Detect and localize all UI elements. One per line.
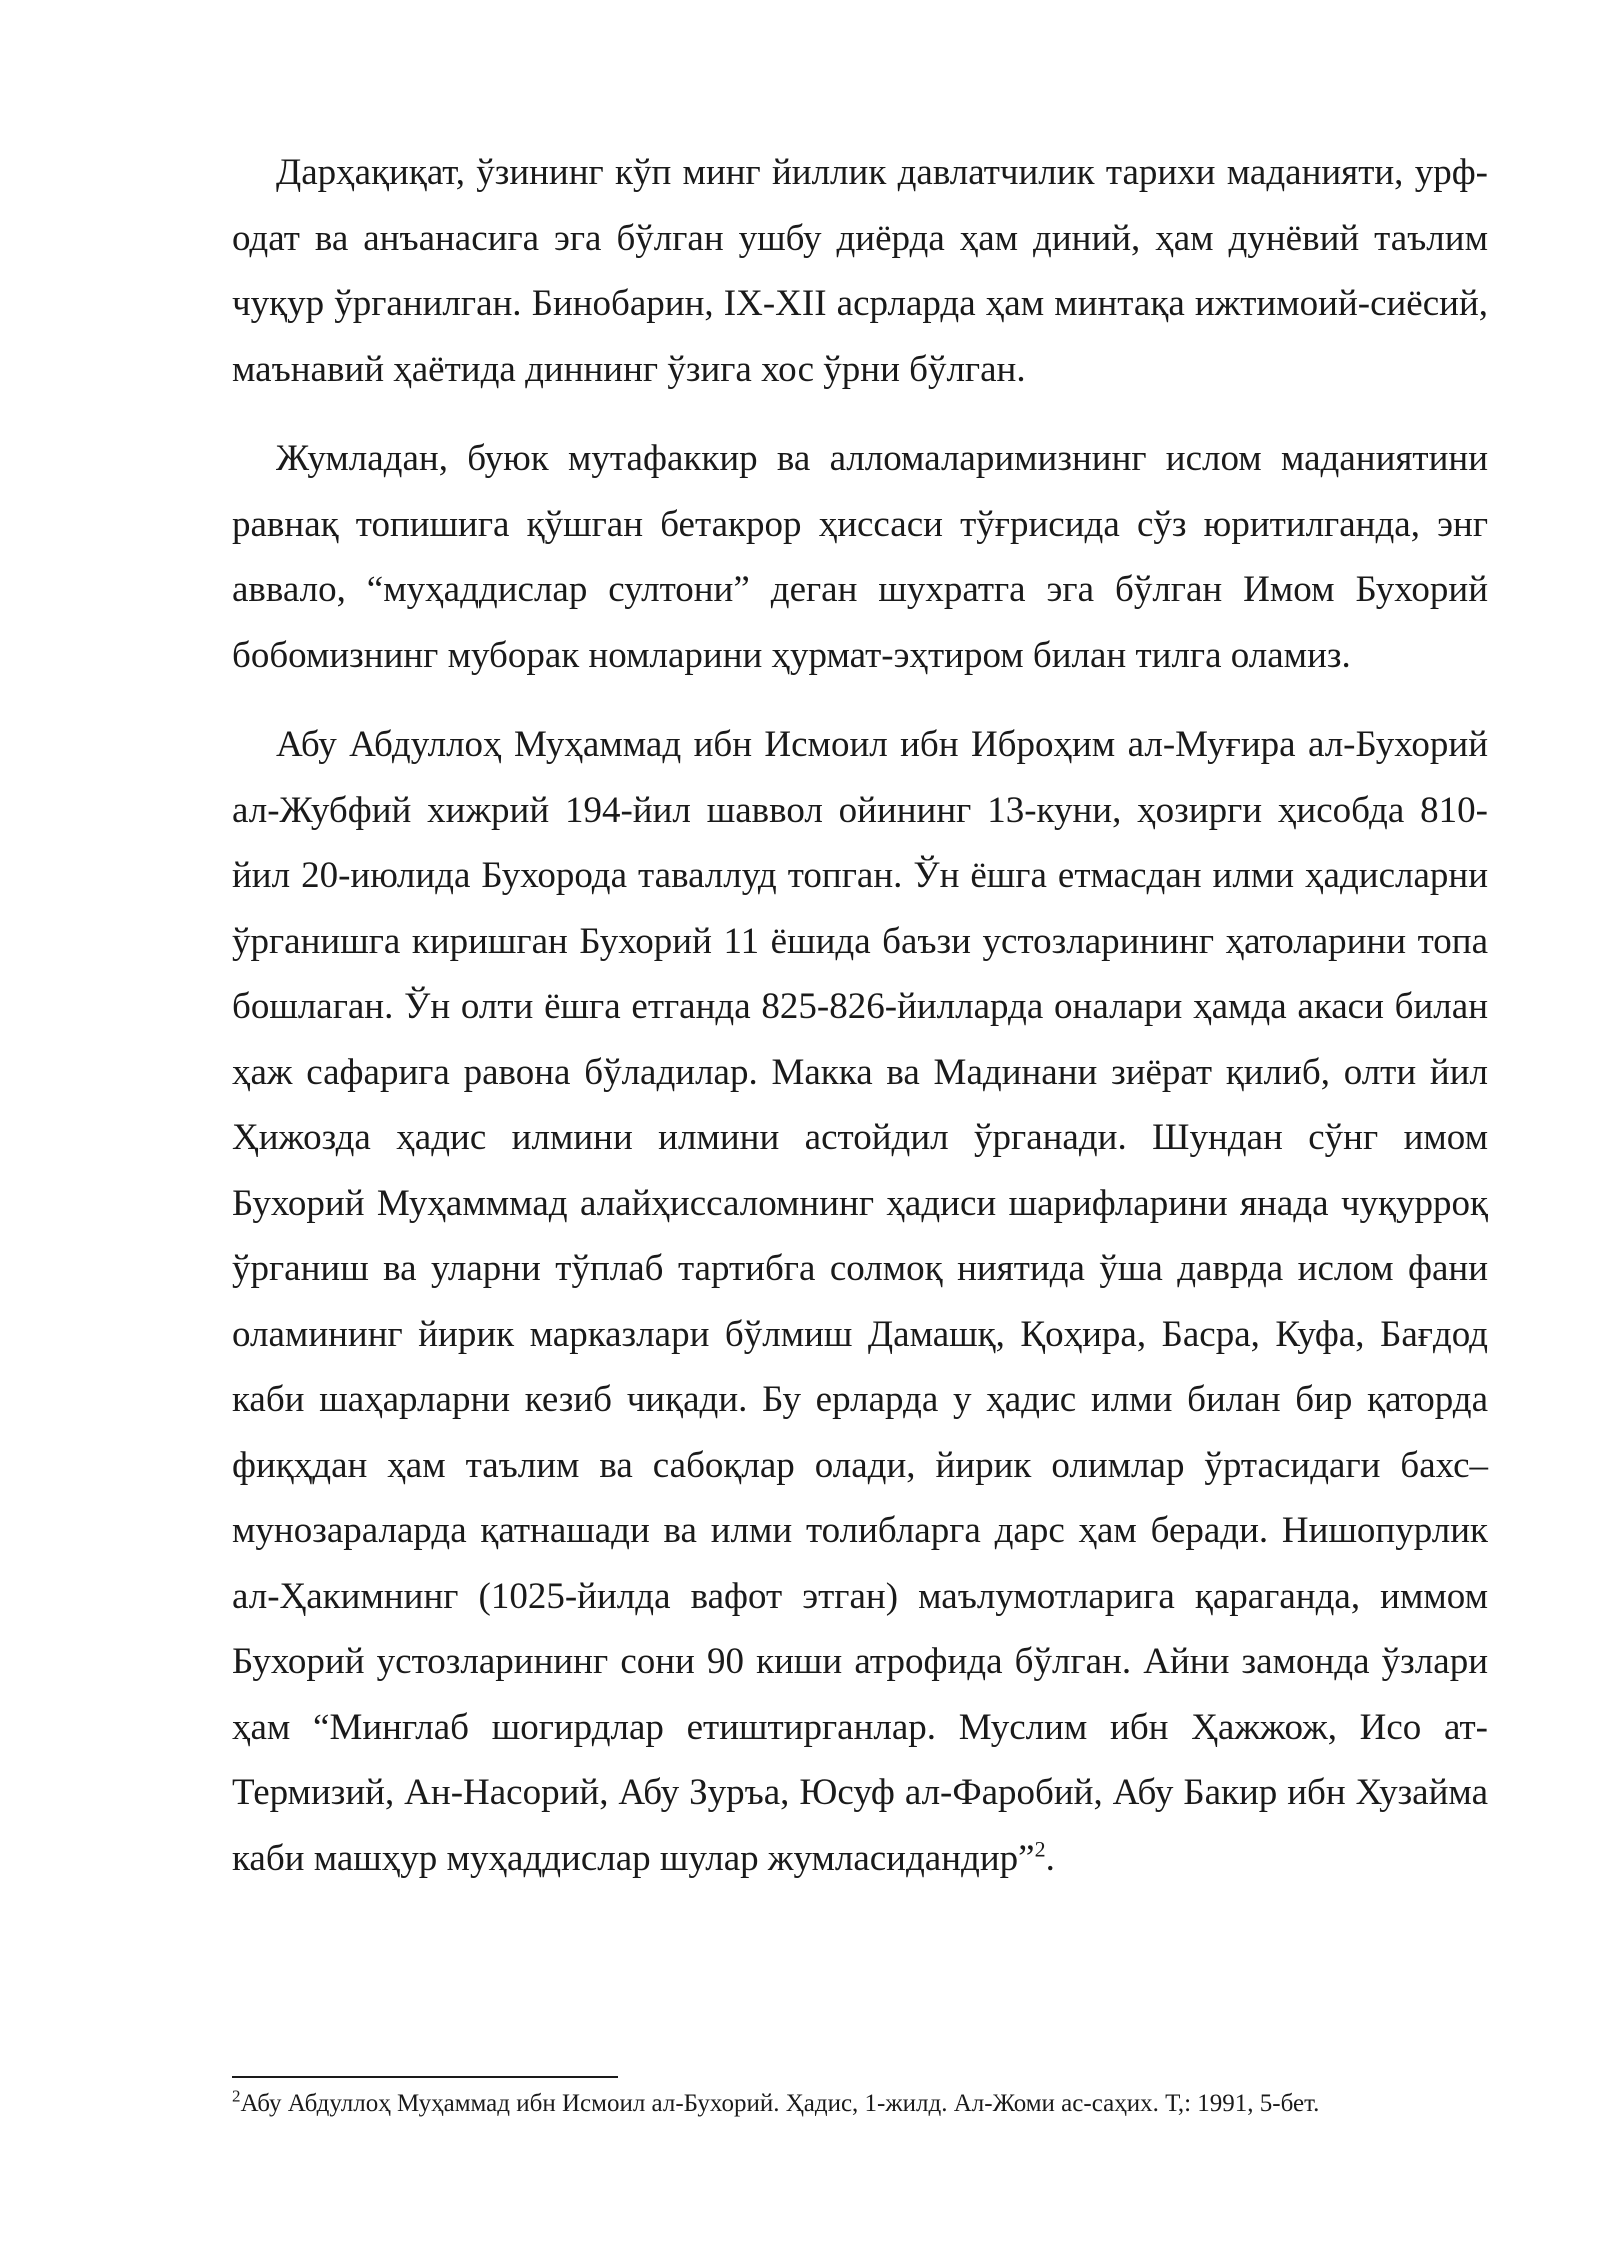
- paragraph-3: [232, 712, 1488, 1891]
- paragraph-3-text: Абу Абдуллоҳ Муҳаммад ибн Исмоил ибн Иброҳим ал-Муғира ал-Бухорий ал-Жубфий хижрий 194-йил шаввол ойининг 13-куни, ҳозирги ҳисобда 810-йил 20-июлида Бухорода таваллуд топган. Ўн ёшга етмасдан илми ҳадисларни ўрганишга киришган Бухорий 11 ёшида баъзи устозларининг ҳатоларини топа бошлаган. Ўн олти ёшга етганда 825-826-йилларда оналари ҳамда акаси билан ҳаж сафарига равона бўладилар. Макка ва Мадинани зиёрат қилиб, олти йил Ҳижозда ҳадис илмини илмини астойдил ўрганади. Шундан сўнг имом Бухорий Муҳамммад алайҳиссаломнинг ҳадиси шарифларини янада чуқуррoқ ўрганиш ва уларни тўплаб тартибга солмоқ ниятида ўша даврда ислом фани оламининг йирик марказлари бўлмиш Дамашқ, Қоҳира, Басра, Куфа, Бағдод каби шаҳарларни кезиб чиқади. Бу ерларда у ҳадис илми билан бир қаторда фиқҳдан ҳам таълим ва сабоқлар олади, йирик олимлар ўртасидаги бахс–мунозараларда қатнашади ва илми толибларга дарс ҳам беради. Нишопурлик ал-Ҳакимнинг (1025-йилда вафот этган) маълумотларига қараганда, иммом Бухорий устозларининг сони 90 киши атрофида бўлган. Айни замонда ўзлари ҳам “Минглаб шогирдлар етиштирганлар. Муслим ибн Ҳажжож, Исо ат-Термизий, Ан-Насорий, Абу Зуръа, Юсуф ал-Фаробий, Абу Бакир ибн Хузайма каби машҳур муҳаддислар шулар жумласидандир”: [232, 724, 1488, 1879]
- paragraph-1-text: Дарҳақиқат, ўзининг кўп минг йиллик давлатчилик тарихи маданияти, урф-одат ва анъанасига эга бўлган ушбу диёрда ҳам диний, ҳам дунёвий таълим чуқур ўрганилган. Бинобарин, IX-XII асрларда ҳам минтақа ижтимоий-сиёсий, маънавий ҳаётида диннинг ўзига хос ўрни бўлган.: [232, 152, 1488, 390]
- paragraph-2: [232, 426, 1488, 688]
- paragraph-3-end: .: [1045, 1837, 1055, 1879]
- footnote-reference[interactable]: 2: [1034, 1836, 1046, 1862]
- footnote-marker: 2: [232, 2086, 241, 2106]
- footnote: [232, 2086, 1488, 2122]
- paragraph-2-text: Жумладан, буюк мутафаккир ва алломаларимизнинг ислом маданиятини равнақ топишига қўшган бетакрор ҳиссаси тўғрисида сўз юритилганда, энг аввало, “муҳаддислар султони” деган шухратга эга бўлган Имом Бухорий бобомизнинг муборак номларини ҳурмат-эҳтиром билан тилга оламиз.: [232, 438, 1488, 676]
- footnote-text: Абу Абдуллоҳ Муҳаммад ибн Исмоил ал-Бухорий. Ҳадис, 1-жилд. Ал-Жоми ас-саҳих. Т,: 1991, 5-бет.: [240, 2090, 1320, 2117]
- footnote-separator: [232, 2076, 618, 2078]
- document-body: [232, 140, 1488, 1915]
- paragraph-1: [232, 140, 1488, 402]
